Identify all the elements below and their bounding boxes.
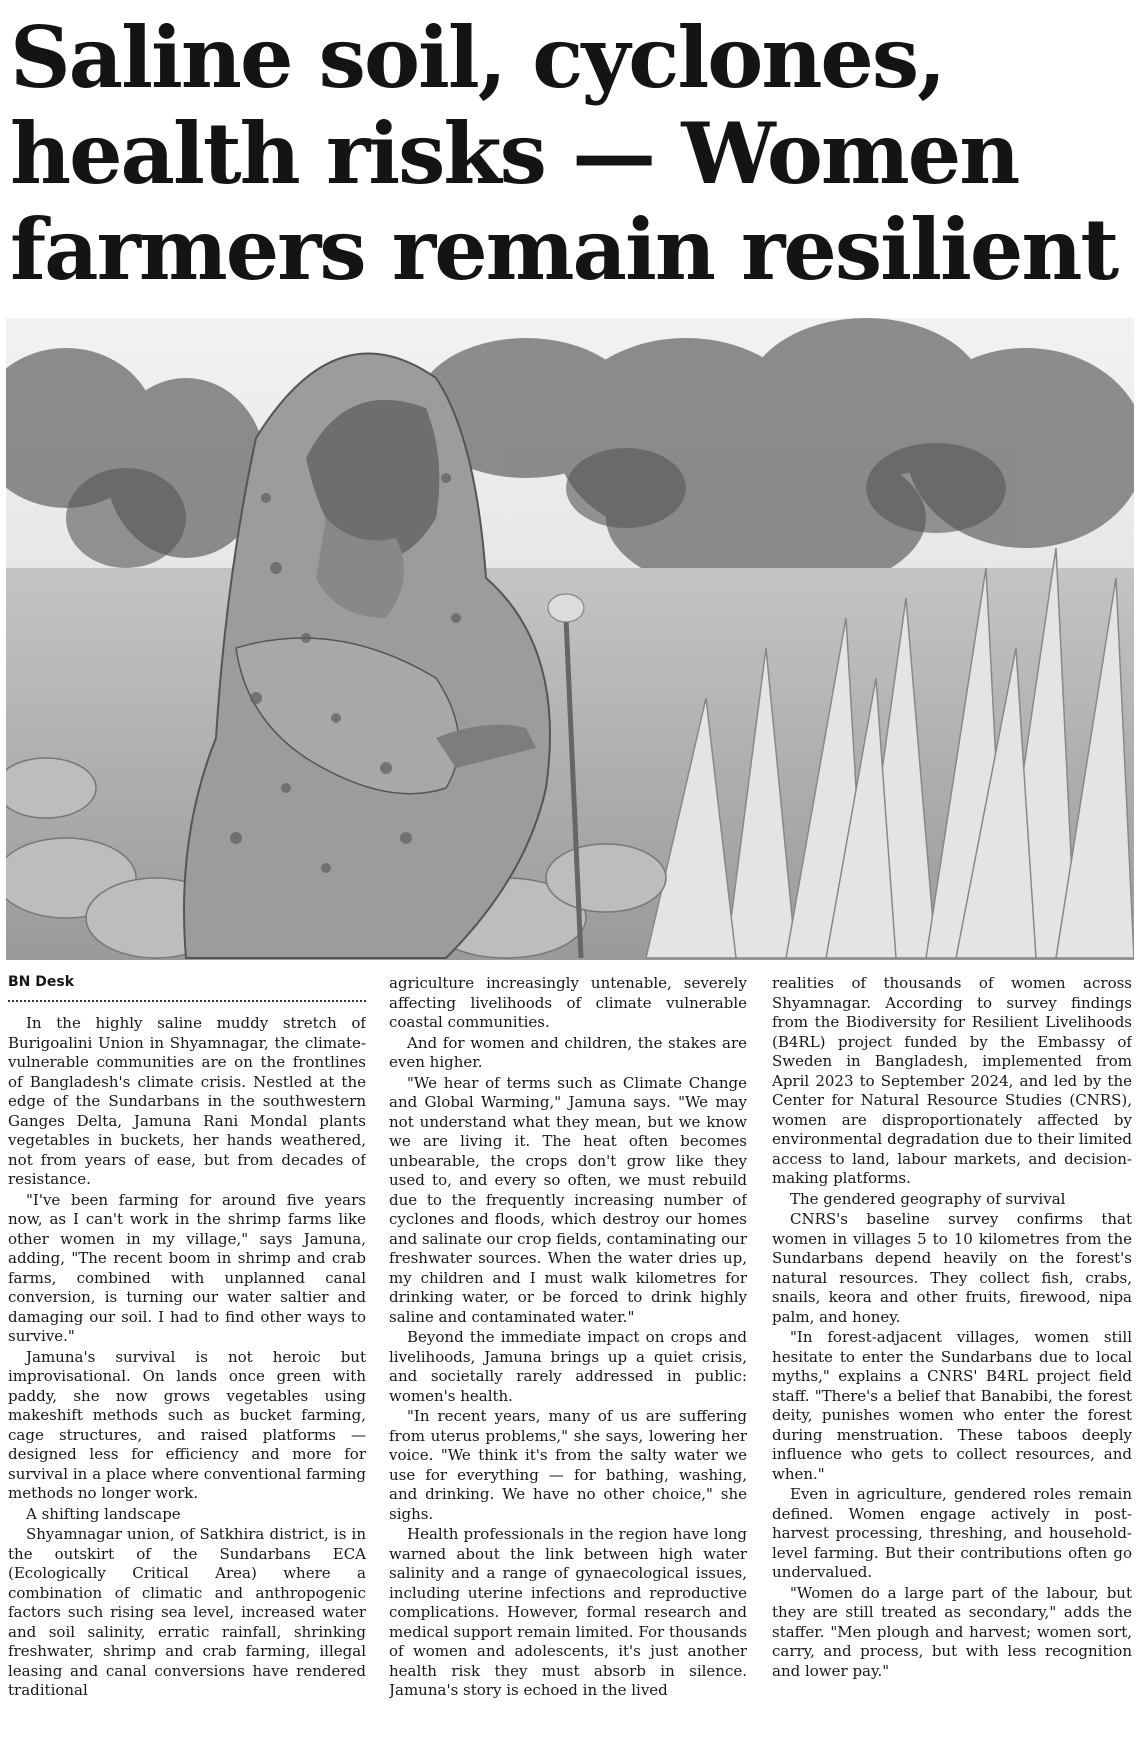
headline-line-3: farmers remain resilient [10,200,1118,299]
paragraph: CNRS's baseline survey confirms that women in villages 5 to 10 kilometres from the Sundarbans depend heavily on the forest's natural resources. They collect fish, crabs, snails, keora and other fruits, firewood, nipa palm, and honey. [772,1210,1132,1326]
article-photo [6,318,1134,960]
paragraph: "We hear of terms such as Climate Change and Global Warming," Jamuna says. "We may not understand what they mean, but we know we are living it. The heat often becomes unbearable, the crops don't grow like they used to, and every so often, we must rebuild due to the frequently increasing number of cyclones and floods, which destroy our homes and salinate our crop fields, contaminating our freshwater sources. When the water dries up, my children and I must walk kilometres for drinking water, or be forced to drink highly saline and contaminated water." [389,1073,747,1326]
paragraph: "I've been farming for around five years now, as I can't work in the shrimp farms like other women in my village," says Jamuna, adding, "The recent boom in shrimp and crab farms, combined with unplanned canal conversion, is turning our water saltier and damaging our soil. I had to find other ways to survive." [8,1190,366,1345]
paragraph: Shyamnagar union, of Satkhira district, is in the outskirt of the Sundarbans ECA (Ecologically Critical Area) where a combination of climatic and anthropogenic factors such rising sea level, increased water and soil salinity, erratic rainfall, shrinking freshwater, shrimp and crab farming, illegal leasing and canal conversions have rendered traditional [8,1525,366,1699]
paragraph: "Women do a large part of the labour, but they are still treated as secondary," adds the staffer. "Men plough and harvest; women sort, carry, and process, but with less recognition and lower pay." [772,1583,1132,1680]
subheading: A shifting landscape [26,1504,181,1523]
paragraph: Health professionals in the region have long warned about the link between high water salinity and a range of gynaecological issues, including uterine infections and reproductive complications. However, formal research and medical support remain limited. For thousands of women and adolescents, it's just another health risk they must absorb in silence. Jamuna's story is echoed in the lived [389,1525,747,1699]
subheading: The gendered geography of survival [790,1189,1066,1208]
paragraph: Jamuna's survival is not heroic but improvisational. On lands once green with paddy, she now grows vegetables using makeshift methods such as bucket farming, cage structures, and raised platforms — designed less for efficiency and more for survival in a place where conventional farming methods no longer work. [8,1347,366,1502]
woman-farmer-icon [6,318,1134,960]
headline [10,10,1130,298]
byline-divider [8,1000,366,1002]
paragraph: Beyond the immediate impact on crops and livelihoods, Jamuna brings up a quiet crisis, and societally rarely addressed in public: women's health. [389,1328,747,1405]
headline-line-1: Saline soil, cyclones, [10,8,945,107]
paragraph: "In forest-adjacent villages, women still hesitate to enter the Sundarbans due to local myths," explains a CNRS' B4RL project field staff. "There's a belief that Banabibi, the forest deity, punishes women who enter the forest during menstruation. These taboos deeply influence who gets to collect resources, and when." [772,1328,1132,1483]
paragraph: And for women and children, the stakes are even higher. [389,1033,747,1071]
paragraph: Even in agriculture, gendered roles remain defined. Women engage actively in post-harvest processing, threshing, and household-level farming. But their contributions often go undervalued. [772,1485,1132,1581]
paragraph: agriculture increasingly untenable, severely affecting livelihoods of climate vulnerable coastal communities. [389,974,747,1031]
article-column-1 [8,1014,366,1750]
article-column-2 [389,974,747,1750]
paragraph: "In recent years, many of us are suffering from uterus problems," she says, lowering her voice. "We think it's from the salty water we use for everything — for bathing, washing, and drinking. We have no other choice," she sighs. [389,1407,747,1523]
headline-line-2: health risks — Women [10,104,1019,203]
byline: BN Desk [8,974,75,990]
paragraph: realities of thousands of women across Shyamnagar. According to survey findings from the Biodiversity for Resilient Livelihoods (B4RL) project funded by the Embassy of Sweden in Bangladesh, implemented from April 2023 to September 2024, and led by the Center for Natural Resource Studies (CNRS), women are disproportionately affected by environmental degradation due to their limited access to land, labour markets, and decision-making platforms. [772,974,1132,1187]
paragraph: In the highly saline muddy stretch of Burigoalini Union in Shyamnagar, the climate-vulnerable communities are on the frontlines of Bangladesh's climate crisis. Nestled at the edge of the Sundarbans in the southwestern Ganges Delta, Jamuna Rani Mondal plants vegetables in buckets, her hands weathered, not from years of ease, but from decades of resistance. [8,1014,366,1188]
article-column-3 [772,974,1132,1750]
